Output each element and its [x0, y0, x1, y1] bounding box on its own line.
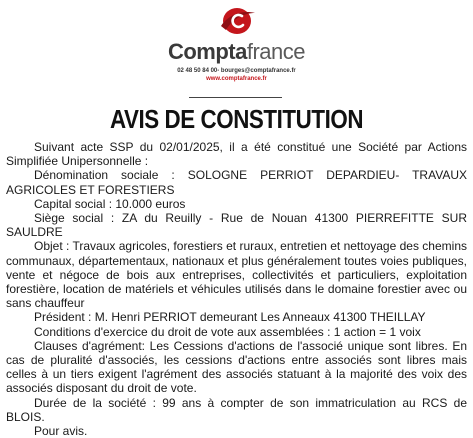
brand-name [0, 40, 473, 64]
notice-body [6, 140, 467, 438]
header-divider [189, 97, 282, 98]
notice-paragraph: Siège social : ZA du Reuilly - Rue de Nouan 41300 PIERREFITTE SUR SAULDRE [6, 211, 467, 240]
notice-paragraph: Président : M. Henri PERRIOT demeurant Les Anneaux 41300 THEILLAY [34, 310, 426, 325]
comptafrance-logo-icon [217, 4, 257, 38]
notice-paragraph: Dénomination sociale : SOLOGNE PERRIOT DEPARDIEU- TRAVAUX AGRICOLES ET FORESTIERS [6, 168, 467, 197]
notice-paragraph: Durée de la société : 99 ans à compter de son immatriculation au RCS de BLOIS. [6, 395, 467, 424]
website-link[interactable]: www.comptafrance.fr [206, 76, 267, 82]
notice-paragraph: Suivant acte SSP du 02/01/2025, il a été constitué une Société par Actions Simplifiée Unipersonnelle : [6, 140, 467, 169]
notice-paragraph: Conditions d'exercice du droit de vote aux assemblées : 1 action = 1 voix [34, 324, 421, 339]
notice-paragraph: Capital social : 10.000 euros [34, 196, 186, 211]
publisher-header [0, 4, 473, 83]
notice-paragraph: Pour avis. [34, 424, 88, 438]
notice-title: AVIS DE CONSTITUTION [109, 104, 364, 134]
notice-paragraph: Objet : Travaux agricoles, forestiers et ruraux, entretien et nettoyage des chemins communaux, départementaux, nationaux et plus généralement toutes voies publiques, vente et négoce de bois aux entreprises, collectivités et particuliers, exploitation forestière, location de matériels et véhicules utilisés dans le domaine forestier avec ou sans chauffeur [6, 239, 467, 311]
notice-paragraph: Clauses d'agrément: Les Cessions d'actions de l'associé unique sont libres. En cas de pluralité d'associés, les cessions d'actions entre associés sont libres mais celles à un tiers exigent l'agrément des associés statuant à la majorité des voix des associés disposant du droit de vote. [6, 338, 467, 396]
contact-line: 02 48 50 84 00- bourges@comptafrance.fr [177, 68, 296, 74]
brand-name-part2: france [246, 39, 306, 64]
brand-name-part1: Compta [167, 39, 247, 64]
